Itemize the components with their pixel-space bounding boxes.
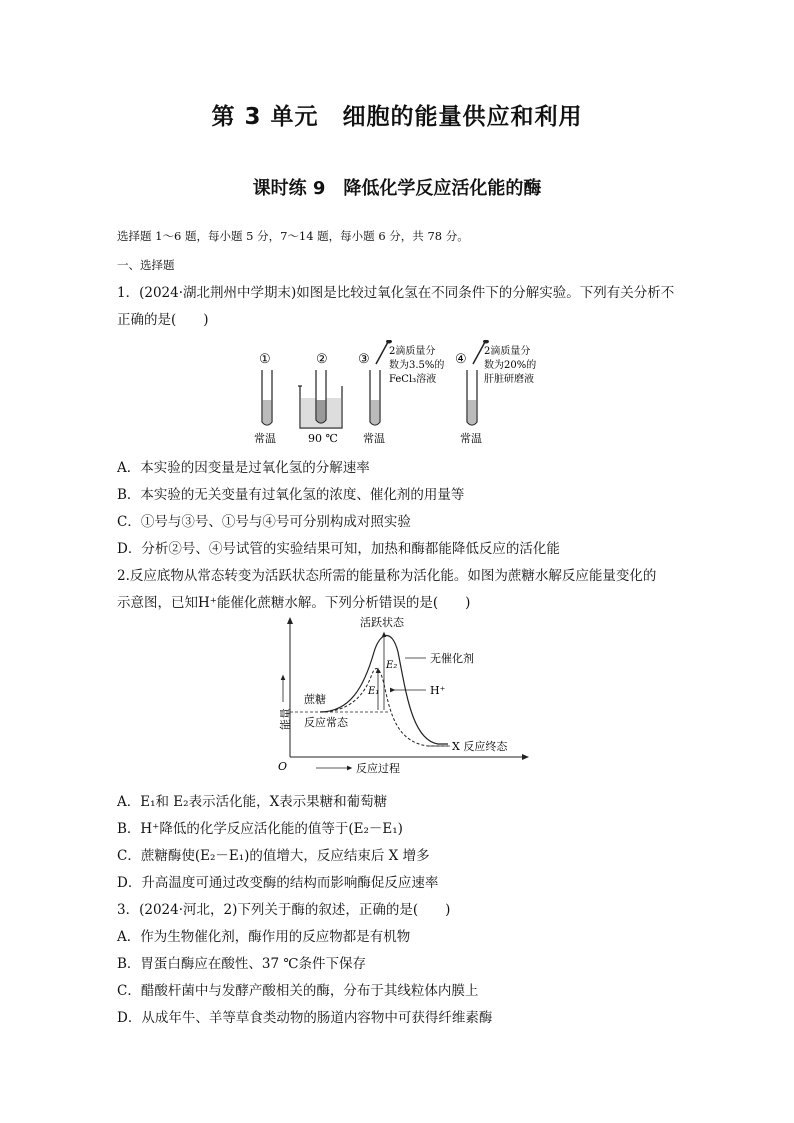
q3-option-c: C．醋酸杆菌中与发酵产酸相关的酶，分布于其线粒体内膜上 xyxy=(117,983,479,999)
q2-energy-diagram xyxy=(268,612,538,780)
reagent4-line3: 肝脏研磨液 xyxy=(484,374,534,385)
reagent3-line3: FeCl₃溶液 xyxy=(389,374,437,385)
q1-option-a: A．本实验的因变量是过氧化氢的分解速率 xyxy=(117,460,370,476)
tube2-temp: 90 ℃ xyxy=(308,432,338,445)
reagent4-line1: 2滴质量分 xyxy=(484,346,531,357)
q2-option-b: B．H⁺降低的化学反应活化能的值等于(E₂－E₁) xyxy=(117,821,403,837)
origin-label: O xyxy=(278,760,288,773)
q2-option-c: C．蔗糖酶使(E₂－E₁)的值增大，反应结束后 X 增多 xyxy=(117,848,430,864)
lesson-title: 课时练 9 降低化学反应活化能的酶 xyxy=(252,178,542,199)
tube1-label: ① xyxy=(259,352,271,367)
e1-label: E₁ xyxy=(368,686,380,697)
page-title: 第 3 单元 细胞的能量供应和利用 xyxy=(211,104,583,130)
tube2-label: ② xyxy=(316,352,328,367)
x-axis-label: 反应过程 xyxy=(356,762,400,775)
tube2 xyxy=(316,370,326,423)
y-axis-label: 能量 xyxy=(279,708,292,730)
tube3-label: ③ xyxy=(358,352,370,367)
tube4-temp: 常温 xyxy=(460,432,482,445)
q3-option-d: D．从成年牛、羊等草食类动物的肠道内容物中可获得纤维素酶 xyxy=(117,1010,493,1026)
q1-option-d: D．分析②号、④号试管的实验结果可知，加热和酶都能降低反应的活化能 xyxy=(117,541,560,557)
normal-state-label: 反应常态 xyxy=(304,716,348,729)
q2-stem-line1: 2.反应底物从常态转变为活跃状态所需的能量称为活化能。如图为蔗糖水解反应能量变化的 xyxy=(117,568,657,584)
tube1-temp: 常温 xyxy=(254,432,276,445)
q1-stem-line1: 1．(2024·湖北荆州中学期末)如图是比较过氧化氢在不同条件下的分解实验。下列有关分析不 xyxy=(117,285,675,301)
final-state-label: X 反应终态 xyxy=(452,740,508,753)
q3-option-b: B．胃蛋白酶应在酸性、37 ℃条件下保存 xyxy=(117,956,366,972)
q3-option-a: A．作为生物催化剂，酶作用的反应物都是有机物 xyxy=(117,929,411,945)
h-plus-label: H⁺ xyxy=(430,684,446,697)
sucrose-label: 蔗糖 xyxy=(304,693,326,706)
active-state-label: 活跃状态 xyxy=(360,616,404,629)
tube4 xyxy=(467,370,477,425)
q2-option-a: A．E₁和 E₂表示活化能，X表示果糖和葡萄糖 xyxy=(117,794,388,810)
tube1 xyxy=(262,370,272,425)
q2-stem-line2: 示意图，已知H⁺能催化蔗糖水解。下列分析错误的是( ) xyxy=(117,595,471,611)
reagent3-line1: 2滴质量分 xyxy=(389,346,436,357)
q2-option-d: D．升高温度可通过改变酶的结构而影响酶促反应速率 xyxy=(117,875,439,891)
q1-option-b: B．本实验的无关变量有过氧化氢的浓度、催化剂的用量等 xyxy=(117,487,465,503)
tube4-label: ④ xyxy=(455,352,467,367)
tube3 xyxy=(370,370,380,425)
e2-label: E₂ xyxy=(386,660,398,671)
q3-stem: 3．(2024·河北，2)下列关于酶的叙述，正确的是( ) xyxy=(117,902,451,918)
reagent4-line2: 数为20%的 xyxy=(484,360,537,371)
q1-figure xyxy=(250,340,550,446)
q1-option-c: C．①号与③号、①号与④号可分别构成对照实验 xyxy=(117,514,411,530)
instructions: 选择题 1～6 题，每小题 5 分，7～14 题，每小题 6 分，共 78 分。 xyxy=(117,229,469,243)
reagent3-line2: 数为3.5%的 xyxy=(389,360,445,371)
no-catalyst-label: 无催化剂 xyxy=(430,652,474,665)
tube3-temp: 常温 xyxy=(363,432,385,445)
q1-stem-line2: 正确的是( ) xyxy=(117,312,209,328)
section-heading: 一、选择题 xyxy=(117,258,175,272)
